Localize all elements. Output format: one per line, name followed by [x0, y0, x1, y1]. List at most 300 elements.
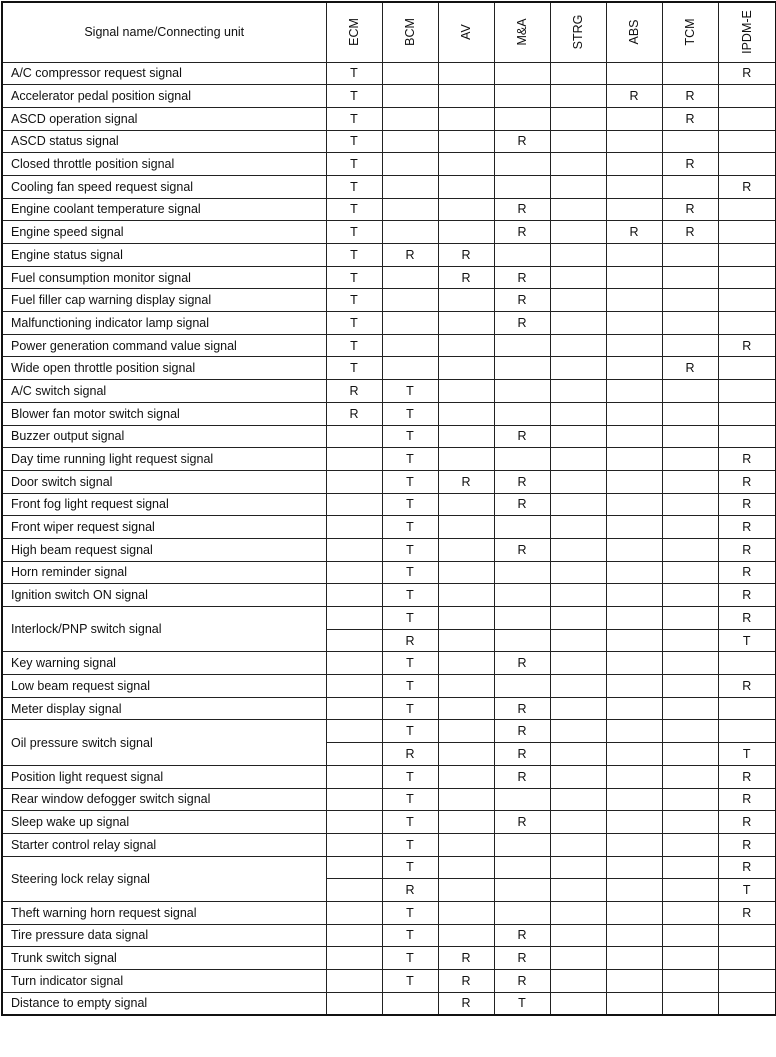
signal-value-cell: R [494, 652, 550, 675]
signal-value-cell [550, 175, 606, 198]
signal-value-cell [550, 856, 606, 879]
signal-value-cell [550, 221, 606, 244]
signal-value-cell [550, 561, 606, 584]
signal-value-cell [606, 470, 662, 493]
signal-value-cell: T [382, 970, 438, 993]
signal-value-cell [382, 289, 438, 312]
signal-value-cell [438, 107, 494, 130]
signal-value-cell [326, 720, 382, 743]
signal-value-cell [494, 561, 550, 584]
signal-value-cell [718, 289, 776, 312]
signal-value-cell [606, 765, 662, 788]
signal-value-cell [382, 85, 438, 108]
signal-value-cell: R [494, 470, 550, 493]
table-row [2, 312, 776, 335]
signal-value-cell [438, 493, 494, 516]
signal-value-cell: T [326, 153, 382, 176]
signal-value-cell [550, 652, 606, 675]
signal-value-cell [606, 130, 662, 153]
signal-value-cell [438, 856, 494, 879]
signal-value-cell: R [494, 811, 550, 834]
signal-value-cell [326, 856, 382, 879]
signal-value-cell [382, 107, 438, 130]
signal-value-cell: T [326, 266, 382, 289]
signal-value-cell [382, 357, 438, 380]
signal-value-cell [382, 312, 438, 335]
signal-value-cell [326, 879, 382, 902]
signal-value-cell [606, 607, 662, 630]
signal-value-cell: R [494, 425, 550, 448]
unit-header-bcm: BCM [382, 2, 438, 62]
signal-value-cell [606, 516, 662, 539]
signal-value-cell [438, 198, 494, 221]
signal-value-cell: R [438, 266, 494, 289]
signal-value-cell: T [382, 697, 438, 720]
signal-name-cell: Steering lock relay signal [2, 856, 326, 901]
unit-header-ma: M&A [494, 2, 550, 62]
table-row [2, 221, 776, 244]
table-row [2, 765, 776, 788]
signal-value-cell [438, 153, 494, 176]
signal-value-cell [662, 561, 718, 584]
signal-value-cell: T [494, 992, 550, 1015]
table-row [2, 538, 776, 561]
table-row [2, 607, 776, 630]
signal-value-cell [606, 947, 662, 970]
signal-value-cell [326, 970, 382, 993]
signal-value-cell [718, 652, 776, 675]
signal-value-cell [438, 901, 494, 924]
signal-value-cell [550, 607, 606, 630]
signal-name-cell: Power generation command value signal [2, 334, 326, 357]
signal-value-cell: R [718, 175, 776, 198]
signal-value-cell: R [718, 448, 776, 471]
signal-value-cell [662, 175, 718, 198]
signal-value-cell [326, 652, 382, 675]
signal-value-cell: T [382, 561, 438, 584]
unit-header-abs: ABS [606, 2, 662, 62]
signal-value-cell: R [438, 244, 494, 267]
signal-value-cell: T [382, 538, 438, 561]
signal-value-cell [662, 720, 718, 743]
signal-name-cell: A/C switch signal [2, 380, 326, 403]
signal-name-cell: Engine status signal [2, 244, 326, 267]
signal-value-cell [438, 607, 494, 630]
signal-value-cell [550, 130, 606, 153]
signal-value-cell [326, 607, 382, 630]
signal-value-cell [606, 697, 662, 720]
signal-value-cell [438, 402, 494, 425]
signal-value-cell [606, 652, 662, 675]
signal-value-cell: R [494, 289, 550, 312]
signal-value-cell [326, 788, 382, 811]
signal-value-cell [438, 221, 494, 244]
signal-value-cell [326, 947, 382, 970]
table-row [2, 380, 776, 403]
signal-value-cell [550, 402, 606, 425]
signal-value-cell [662, 470, 718, 493]
signal-value-cell: T [382, 833, 438, 856]
signal-value-cell: R [382, 244, 438, 267]
signal-value-cell: T [382, 924, 438, 947]
signal-value-cell [662, 516, 718, 539]
signal-value-cell [438, 62, 494, 85]
signal-value-cell [662, 629, 718, 652]
signal-value-cell: R [438, 470, 494, 493]
signal-value-cell [326, 901, 382, 924]
table-row [2, 357, 776, 380]
signal-value-cell [550, 85, 606, 108]
signal-value-cell: T [326, 62, 382, 85]
signal-value-cell [438, 334, 494, 357]
signal-value-cell: R [662, 153, 718, 176]
signal-value-cell [550, 425, 606, 448]
signal-value-cell: R [494, 743, 550, 766]
signal-value-cell: T [326, 221, 382, 244]
signal-value-cell: T [382, 607, 438, 630]
signal-value-cell [494, 584, 550, 607]
signal-name-cell: Engine coolant temperature signal [2, 198, 326, 221]
signal-value-cell [662, 879, 718, 902]
signal-value-cell [438, 425, 494, 448]
signal-value-cell: R [718, 765, 776, 788]
signal-value-cell [494, 833, 550, 856]
signal-value-cell: R [494, 765, 550, 788]
signal-value-cell [606, 970, 662, 993]
signal-value-cell [326, 629, 382, 652]
table-row [2, 992, 776, 1015]
signal-value-cell: R [326, 380, 382, 403]
signal-value-cell [606, 244, 662, 267]
signal-value-cell [550, 107, 606, 130]
signal-name-cell: Ignition switch ON signal [2, 584, 326, 607]
signal-value-cell [494, 334, 550, 357]
signal-value-cell: R [718, 561, 776, 584]
signal-value-cell [438, 357, 494, 380]
signal-value-cell: R [606, 85, 662, 108]
signal-value-cell [662, 380, 718, 403]
signal-value-cell [718, 85, 776, 108]
signal-value-cell: T [718, 743, 776, 766]
unit-header-tcm: TCM [662, 2, 718, 62]
signal-value-cell [606, 62, 662, 85]
signal-value-cell [438, 811, 494, 834]
signal-value-cell: T [382, 901, 438, 924]
signal-value-cell: R [718, 901, 776, 924]
signal-value-cell [438, 652, 494, 675]
signal-value-cell [550, 357, 606, 380]
signal-value-cell [662, 538, 718, 561]
signal-value-cell [326, 584, 382, 607]
signal-value-cell [606, 788, 662, 811]
signal-value-cell: R [718, 470, 776, 493]
signal-value-cell: R [718, 788, 776, 811]
signal-value-cell [326, 516, 382, 539]
table-row [2, 493, 776, 516]
signal-value-cell: R [718, 62, 776, 85]
signal-value-cell [494, 607, 550, 630]
signal-value-cell [550, 879, 606, 902]
signal-value-cell [550, 811, 606, 834]
signal-value-cell: T [382, 584, 438, 607]
table-row [2, 970, 776, 993]
signal-value-cell [494, 357, 550, 380]
signal-value-cell [606, 175, 662, 198]
signal-value-cell: R [382, 629, 438, 652]
signal-name-cell: Oil pressure switch signal [2, 720, 326, 765]
signal-value-cell [550, 380, 606, 403]
signal-value-cell [606, 879, 662, 902]
signal-table-body [2, 62, 776, 1015]
signal-value-cell [550, 924, 606, 947]
signal-value-cell [606, 289, 662, 312]
signal-value-cell: R [494, 947, 550, 970]
signal-value-cell [550, 675, 606, 698]
signal-value-cell [662, 833, 718, 856]
signal-value-cell: T [382, 856, 438, 879]
signal-name-cell: Key warning signal [2, 652, 326, 675]
table-row [2, 448, 776, 471]
signal-value-cell [550, 516, 606, 539]
signal-value-cell [718, 924, 776, 947]
signal-value-cell [662, 992, 718, 1015]
signal-name-cell: Position light request signal [2, 765, 326, 788]
signal-name-cell: Accelerator pedal position signal [2, 85, 326, 108]
signal-value-cell [550, 493, 606, 516]
signal-value-cell [662, 402, 718, 425]
signal-value-cell [662, 62, 718, 85]
signal-value-cell [662, 811, 718, 834]
signal-value-cell [662, 856, 718, 879]
table-row [2, 516, 776, 539]
signal-value-cell [494, 175, 550, 198]
signal-value-cell [550, 992, 606, 1015]
signal-value-cell [662, 765, 718, 788]
signal-value-cell [326, 743, 382, 766]
signal-value-cell: T [382, 380, 438, 403]
signal-value-cell [662, 924, 718, 947]
signal-value-cell: T [382, 947, 438, 970]
signal-value-cell [438, 743, 494, 766]
signal-value-cell: T [382, 788, 438, 811]
signal-name-cell: Front fog light request signal [2, 493, 326, 516]
signal-name-cell: Sleep wake up signal [2, 811, 326, 834]
signal-value-cell [382, 62, 438, 85]
signal-value-cell [606, 425, 662, 448]
signal-value-cell [550, 312, 606, 335]
table-row [2, 425, 776, 448]
signal-value-cell: T [382, 765, 438, 788]
signal-value-cell: R [718, 538, 776, 561]
signal-value-cell [326, 924, 382, 947]
signal-value-cell: R [662, 107, 718, 130]
signal-name-cell: Tire pressure data signal [2, 924, 326, 947]
signal-name-cell: Cooling fan speed request signal [2, 175, 326, 198]
signal-value-cell: R [494, 924, 550, 947]
signal-value-cell [550, 947, 606, 970]
signal-value-cell: R [718, 811, 776, 834]
signal-value-cell: R [438, 947, 494, 970]
signal-name-cell: Horn reminder signal [2, 561, 326, 584]
table-row [2, 402, 776, 425]
signal-value-cell [326, 992, 382, 1015]
signal-value-cell [494, 516, 550, 539]
signal-value-cell: R [662, 198, 718, 221]
signal-value-cell [494, 380, 550, 403]
table-row [2, 85, 776, 108]
signal-value-cell [550, 720, 606, 743]
signal-value-cell [550, 584, 606, 607]
table-row [2, 334, 776, 357]
unit-header-av: AV [438, 2, 494, 62]
signal-value-cell [662, 788, 718, 811]
table-row [2, 561, 776, 584]
signal-value-cell [606, 107, 662, 130]
signal-value-cell: T [382, 516, 438, 539]
signal-value-cell [438, 85, 494, 108]
signal-value-cell [606, 584, 662, 607]
signal-value-cell [326, 493, 382, 516]
signal-value-cell [662, 334, 718, 357]
signal-value-cell [438, 765, 494, 788]
signal-value-cell [550, 62, 606, 85]
signal-value-cell [438, 879, 494, 902]
signal-name-cell: Front wiper request signal [2, 516, 326, 539]
signal-value-cell [662, 743, 718, 766]
table-row [2, 153, 776, 176]
signal-value-cell: T [718, 879, 776, 902]
signal-name-cell: Closed throttle position signal [2, 153, 326, 176]
signal-value-cell [382, 198, 438, 221]
signal-value-cell [550, 901, 606, 924]
table-row [2, 924, 776, 947]
signal-value-cell [662, 652, 718, 675]
signal-value-cell [606, 153, 662, 176]
table-row [2, 470, 776, 493]
signal-value-cell [550, 289, 606, 312]
signal-name-cell: Door switch signal [2, 470, 326, 493]
signal-value-cell [550, 788, 606, 811]
table-row [2, 856, 776, 879]
signal-value-cell [494, 675, 550, 698]
signal-value-cell [382, 130, 438, 153]
signal-value-cell: R [662, 85, 718, 108]
signal-value-cell [494, 153, 550, 176]
signal-value-cell [606, 357, 662, 380]
signal-name-cell: Interlock/PNP switch signal [2, 607, 326, 652]
signal-value-cell: R [438, 970, 494, 993]
signal-value-cell: T [718, 629, 776, 652]
signal-value-cell: R [662, 357, 718, 380]
signal-value-cell [326, 538, 382, 561]
signal-value-cell: T [382, 675, 438, 698]
signal-value-cell [438, 561, 494, 584]
signal-value-cell [662, 289, 718, 312]
signal-value-cell: R [494, 493, 550, 516]
signal-value-cell: R [494, 697, 550, 720]
signal-value-cell: R [662, 221, 718, 244]
signal-value-cell: T [382, 652, 438, 675]
signal-value-cell [438, 380, 494, 403]
signal-value-cell [606, 266, 662, 289]
signal-value-cell [662, 130, 718, 153]
table-row [2, 289, 776, 312]
signal-value-cell: T [326, 357, 382, 380]
signal-value-cell [662, 493, 718, 516]
signal-name-cell: Low beam request signal [2, 675, 326, 698]
signal-value-cell [438, 538, 494, 561]
signal-value-cell: R [382, 879, 438, 902]
table-row [2, 833, 776, 856]
signal-value-cell [662, 901, 718, 924]
signal-value-cell: T [326, 175, 382, 198]
signal-value-cell [606, 811, 662, 834]
signal-value-cell [438, 629, 494, 652]
signal-value-cell [718, 130, 776, 153]
signal-value-cell [718, 720, 776, 743]
signal-value-cell [662, 244, 718, 267]
signal-value-cell [606, 629, 662, 652]
signal-value-cell: T [326, 244, 382, 267]
signal-value-cell [326, 811, 382, 834]
signal-value-cell [438, 924, 494, 947]
unit-header-ecm: ECM [326, 2, 382, 62]
signal-value-cell [438, 312, 494, 335]
table-row [2, 107, 776, 130]
signal-value-cell [718, 947, 776, 970]
signal-value-cell [550, 198, 606, 221]
signal-value-cell [606, 198, 662, 221]
table-row [2, 244, 776, 267]
signal-value-cell [382, 221, 438, 244]
table-row [2, 130, 776, 153]
table-row [2, 652, 776, 675]
signal-value-cell [606, 380, 662, 403]
signal-table [1, 1, 776, 1016]
signal-value-cell [550, 266, 606, 289]
signal-value-cell [326, 697, 382, 720]
signal-value-cell [438, 584, 494, 607]
header-row [2, 2, 776, 62]
signal-value-cell [718, 992, 776, 1015]
signal-value-cell [494, 402, 550, 425]
signal-value-cell [662, 584, 718, 607]
signal-value-cell [606, 992, 662, 1015]
signal-value-cell [718, 970, 776, 993]
signal-value-cell [550, 629, 606, 652]
signal-value-cell [662, 425, 718, 448]
signal-value-cell [438, 130, 494, 153]
signal-value-cell: R [718, 584, 776, 607]
signal-name-cell: Fuel filler cap warning display signal [2, 289, 326, 312]
signal-value-cell [550, 334, 606, 357]
signal-name-cell: Theft warning horn request signal [2, 901, 326, 924]
signal-value-cell [718, 107, 776, 130]
signal-value-cell [606, 448, 662, 471]
signal-name-cell: Fuel consumption monitor signal [2, 266, 326, 289]
table-row [2, 62, 776, 85]
signal-value-cell [326, 470, 382, 493]
signal-value-cell [494, 629, 550, 652]
signal-name-cell: Meter display signal [2, 697, 326, 720]
table-row [2, 788, 776, 811]
signal-value-cell [606, 538, 662, 561]
table-row [2, 584, 776, 607]
signal-value-cell: T [382, 448, 438, 471]
signal-value-cell [382, 334, 438, 357]
signal-value-cell: R [494, 720, 550, 743]
signal-value-cell: T [326, 312, 382, 335]
